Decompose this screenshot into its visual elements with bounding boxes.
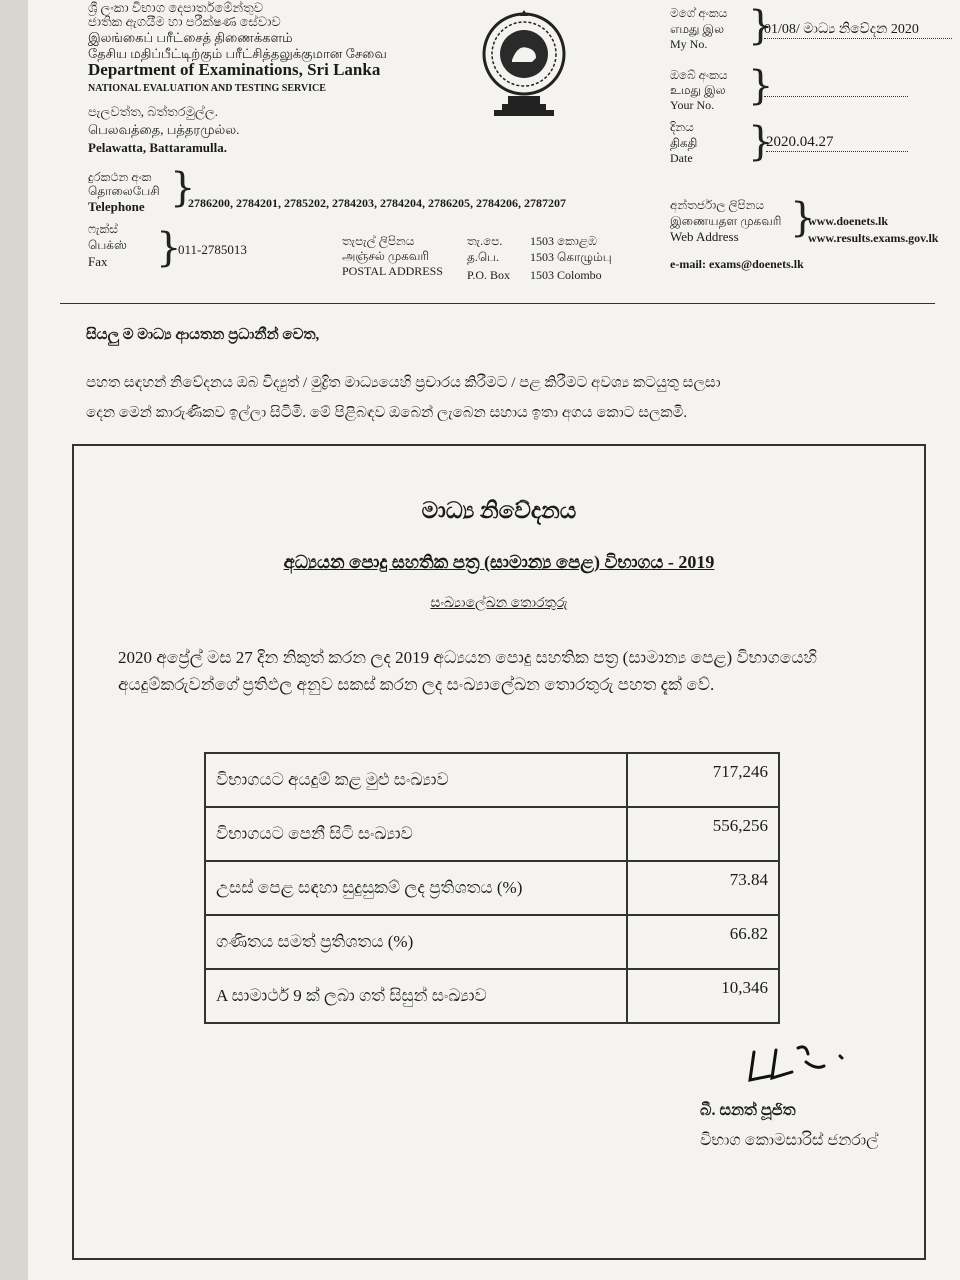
dept-tamil-1: இலங்கைப் பரீட்சைத் திணைக்களம் (88, 30, 293, 45)
table-row (205, 753, 779, 807)
pobox-label-en: P.O. Box (467, 268, 511, 282)
handwritten-signature (740, 1042, 860, 1093)
signatory-name: බී. සනත් පූජිත (700, 1102, 796, 1119)
my-number-value: 01/08/ මාධ්‍ය නිවේදන 2020 (764, 22, 952, 39)
header-divider (60, 303, 935, 304)
pobox-value-si: 1503 කොළඹ (530, 234, 597, 248)
intro-line-2: දෙන මෙන් කාරුණිකව ඉල්ලා සිටිමි. මේ පිළිබඳව ඔබෙන් ලැබෙන සහාය ඉතා අගය කොට සලකමි. (86, 405, 688, 421)
web-address-2[interactable]: www.results.exams.gov.lk (808, 231, 939, 245)
brace-icon: } (170, 165, 196, 211)
table-row (205, 969, 779, 1023)
date-value: 2020.04.27 (766, 134, 908, 152)
fax-label-ta: பெக்ஸ் (88, 238, 127, 252)
row-value: 10,346 (627, 969, 779, 1023)
fax-label-si: ෆැක්ස් (88, 222, 118, 236)
row-value: 73.84 (627, 861, 779, 915)
pobox-label-ta: த.பெ. (467, 250, 500, 264)
dept-tamil-2: தேசிய மதிப்பீட்டிற்கும் பரீட்சித்தலுக்குமான சேவை (88, 46, 387, 61)
notice-body: 2020 අප්‍රේල් මස 27 දින නිකුත් කරන ලද 2019 අධ්‍යයන පොදු සහතික පත්‍ර (සාමාන්‍ය පෙළ) විභාගයෙහි අයදුම්කරුවන්ගේ ප්‍රතිඵල අනුව සකස් කරන ලද සංඛ්‍යාලේඛන තොරතුරු පහත දැක් වේ. (118, 648, 817, 694)
address-sinhala: පැලවත්ත, බත්තරමුල්ල. (88, 104, 219, 119)
table-row (205, 915, 779, 969)
fax-number: 011-2785013 (178, 242, 247, 257)
myno-label-ta: எமது இல (670, 22, 725, 36)
web-label-en: Web Address (670, 229, 739, 244)
date-label-en: Date (670, 151, 693, 165)
email-address[interactable]: e-mail: exams@doenets.lk (670, 257, 804, 271)
address-tamil: பெலவத்தை, பத்தரமுல்ல. (88, 122, 240, 137)
row-value: 717,246 (627, 753, 779, 807)
notice-title: මාධ්‍ය නිවේදනය (421, 498, 577, 523)
telephone-label-si: දුරකථන අංක (88, 170, 152, 184)
signatory-title: විභාග කොමසාරිස් ජනරාල් (700, 1132, 879, 1149)
web-address-1[interactable]: www.doenets.lk (808, 214, 889, 228)
date-label-si: දිනය (670, 120, 694, 134)
fax-label-en: Fax (88, 254, 108, 269)
myno-label-en: My No. (670, 37, 708, 51)
row-label: A සාමාර්ථ 9 ක් ලබා ගත් සිසුන් සංඛ්‍යාව (205, 969, 627, 1023)
salutation: සියලු ම මාධ්‍ය ආයතන ප්‍රධානීන් වෙත, (86, 327, 320, 343)
your-number-dots (764, 80, 908, 102)
row-value: 66.82 (627, 915, 779, 969)
myno-label-si: මගේ අංකය (670, 6, 728, 20)
pobox-value-ta: 1503 கொழும்பு (530, 250, 612, 264)
row-label: ගණිතය සමත් ප්‍රතිශතය (%) (205, 915, 627, 969)
row-value: 556,256 (627, 807, 779, 861)
statistics-heading: සංඛ්‍යාලේඛන තොරතුරු (430, 596, 568, 611)
telephone-numbers: 2786200, 2784201, 2785202, 2784203, 2784204, 2786205, 2784206, 2787207 (188, 196, 566, 210)
brace-icon: } (748, 119, 774, 165)
yourno-label-si: ඔබේ අංකය (670, 68, 728, 82)
web-label-ta: இணையதள முகவரி (670, 214, 782, 228)
exam-title: අධ්‍යයන පොදු සහතික පත්‍ර (සාමාන්‍ය පෙළ) විභාගය - 2019 (283, 552, 715, 572)
table-row (205, 807, 779, 861)
row-label: උසස් පෙළ සඳහා සුදුසුකම් ලද ප්‍රතිශතය (%) (205, 861, 627, 915)
brace-icon: } (790, 195, 816, 241)
dept-english: Department of Examinations, Sri Lanka (88, 60, 381, 79)
yourno-label-ta: உமது இல (670, 83, 726, 97)
pobox-label-si: තැ.පෙ. (467, 234, 503, 248)
row-label: විභාගයට අයදුම් කළ මුළු සංඛ්‍යාව (205, 753, 627, 807)
table-row (205, 861, 779, 915)
statistics-table (204, 752, 780, 1024)
telephone-label-en: Telephone (88, 199, 145, 214)
web-label-si: අන්තර්ජාල ලිපිනය (670, 198, 765, 212)
dept-sinhala-1: ශ්‍රී ලංකා විභාග දෙපාර්තමේන්තුව (88, 0, 264, 15)
row-label: විභාගයට පෙනී සිටි සංඛ්‍යාව (205, 807, 627, 861)
brace-icon: } (748, 3, 774, 49)
postal-label-si: තැපැල් ලිපිනය (342, 234, 415, 248)
yourno-label-en: Your No. (670, 98, 715, 112)
intro-line-1: පහත සඳහන් නිවේදනය ඔබ විද්‍යුත් / මුද්‍රිත මාධ්‍යයෙහි ප්‍රචාරය කිරීමට / පළ කිරීමට අවශ්‍ය කටයුතු සලසා (86, 375, 721, 391)
postal-label-en: POSTAL ADDRESS (342, 264, 443, 278)
pobox-value-en: 1503 Colombo (530, 268, 602, 282)
brace-icon: } (156, 225, 182, 271)
dept-sinhala-2: ජාතික ඇගයීම හා පරීක්ෂණ සේවාව (88, 14, 281, 29)
service-english: NATIONAL EVALUATION AND TESTING SERVICE (88, 83, 326, 94)
date-label-ta: திகதி (670, 136, 698, 150)
telephone-label-ta: தொலைபேசி (88, 184, 160, 198)
sri-lanka-emblem-icon (478, 4, 570, 127)
address-english: Pelawatta, Battaramulla. (88, 140, 228, 155)
brace-icon: } (748, 63, 774, 109)
postal-label-ta: அஞ்சல் முகவரி (342, 249, 429, 263)
